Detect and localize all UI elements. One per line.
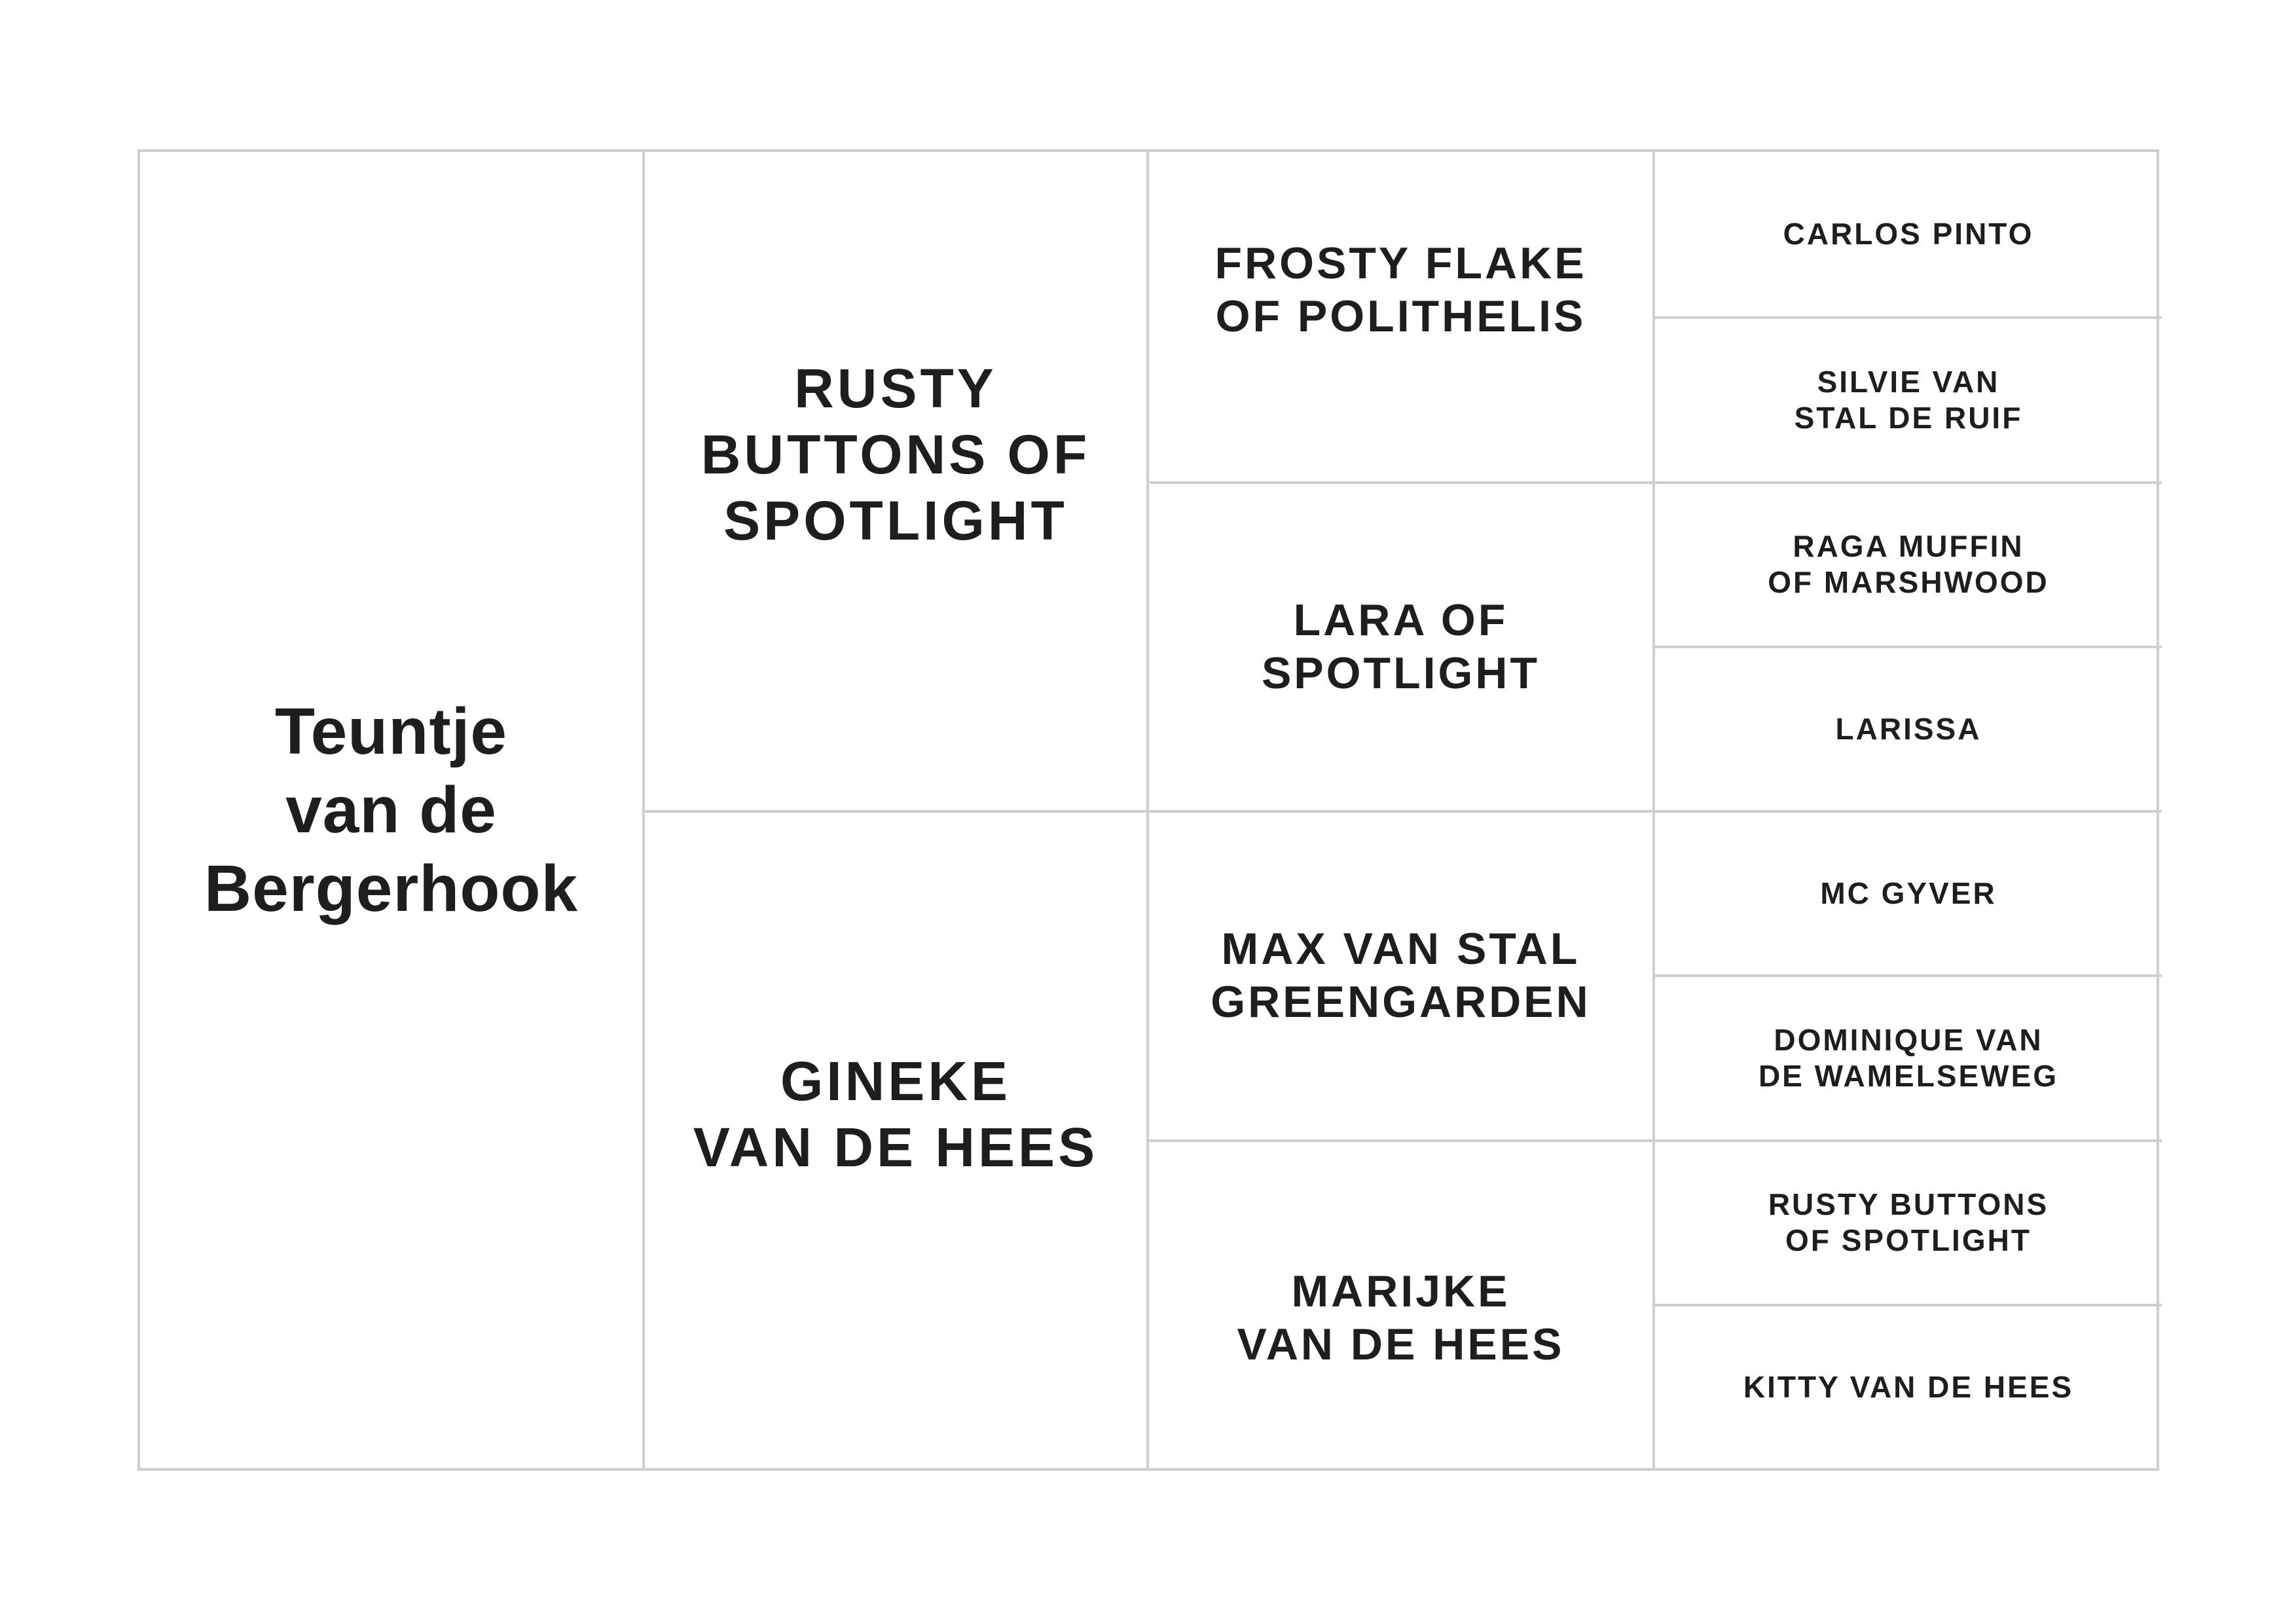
great-grandparent-cell-2: [1652, 316, 2162, 481]
great-grandparent-cell-4: [1652, 646, 2162, 810]
dam-cell: [642, 810, 1146, 1468]
great-grandparent-cell-7: [1652, 1139, 2162, 1304]
grandparent-name-4: MARIJKE VAN DE HEES: [1237, 1266, 1565, 1369]
grandparent-cell-4: [1146, 1139, 1652, 1469]
grandparent-cell-3: [1146, 810, 1652, 1139]
sire-cell: [642, 152, 1146, 810]
pedigree-chart: [137, 149, 2159, 1471]
great-grandparent-cell-8: [1652, 1304, 2162, 1468]
grandparent-name-2: LARA OF SPOTLIGHT: [1261, 595, 1540, 698]
grandparent-cell-1: [1146, 152, 1652, 481]
great-grandparent-name-2: SILVIE VAN STAL DE RUIF: [1794, 364, 2023, 435]
great-grandparent-name-4: LARISSA: [1835, 711, 1982, 746]
great-grandparent-cell-1: [1652, 152, 2162, 316]
grandparent-name-1: FROSTY FLAKE OF POLITHELIS: [1214, 238, 1587, 342]
grandparent-name-3: MAX VAN STAL GREENGARDEN: [1211, 924, 1591, 1027]
great-grandparent-name-7: RUSTY BUTTONS OF SPOTLIGHT: [1768, 1187, 2049, 1258]
subject-name: Teuntje van de Bergerhook: [204, 695, 579, 925]
subject-cell: [140, 152, 642, 1468]
great-grandparent-cell-6: [1652, 974, 2162, 1139]
great-grandparent-name-5: MC GYVER: [1820, 876, 1997, 911]
dam-name: GINEKE VAN DE HEES: [693, 1050, 1099, 1178]
great-grandparent-cell-3: [1652, 481, 2162, 646]
great-grandparent-name-6: DOMINIQUE VAN DE WAMELSEWEG: [1758, 1022, 2059, 1093]
great-grandparent-name-3: RAGA MUFFIN OF MARSHWOOD: [1768, 529, 2049, 600]
great-grandparent-cell-5: [1652, 810, 2162, 974]
great-grandparent-name-1: CARLOS PINTO: [1783, 217, 2034, 251]
sire-name: RUSTY BUTTONS OF SPOTLIGHT: [701, 358, 1091, 551]
great-grandparent-name-8: KITTY VAN DE HEES: [1743, 1369, 2074, 1404]
grandparent-cell-2: [1146, 481, 1652, 811]
